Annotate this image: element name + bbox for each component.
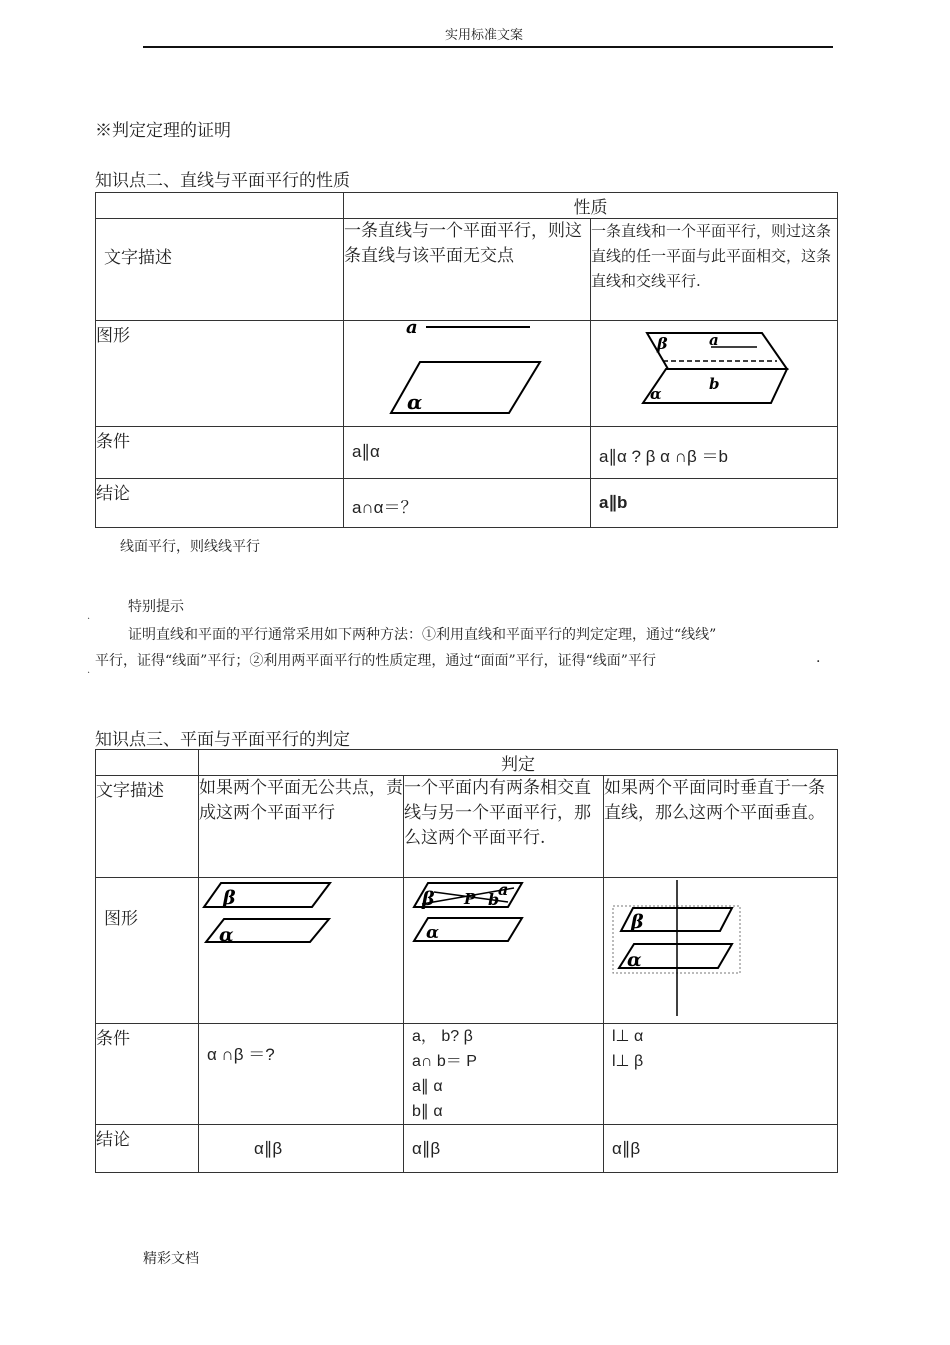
section2-column-header: 性质 [344,193,838,219]
property-condition-1: a∥α [344,427,591,479]
criterion-conclusion-3: α∥β [604,1125,838,1173]
page-footer: 精彩文档 [143,1251,199,1267]
desc-label: 文字描述 [96,776,199,878]
section2-table [95,192,838,528]
plane-beta-label: β [657,334,668,353]
section3-column-header: 判定 [199,750,838,776]
criterion-desc-1: 如果两个平面无公共点，责成这两个平面平行 [199,776,404,878]
property-condition-2: a∥α ? β α ∩β ＝b [591,427,838,479]
desc-label: 文字描述 [96,219,344,321]
line-parallel-plane-diagram [344,321,591,421]
parallel-planes-diagram [199,878,404,1018]
section3-table [95,749,838,1173]
criterion-conclusion-1: α∥β [199,1125,404,1173]
line-a-label: a [498,880,509,899]
plane-beta-label: β [223,887,236,909]
criterion-conclusion-2: α∥β [404,1125,604,1173]
perpendicular-planes-diagram [604,878,838,1018]
criterion-condition-3: l⊥ α l⊥ β [604,1024,838,1125]
section3-heading: 知识点三、平面与平面平行的判定 [95,730,350,750]
note-line: 线面平行，则线线平行 [120,539,260,555]
page-header: 实用标准文案 [444,28,523,43]
criterion-condition-1: α ∩β ＝? [199,1024,404,1125]
criterion-condition-2: a， b? β a∩ b＝ P a∥ α b∥ α [404,1024,604,1125]
bullet-dot: · [87,614,91,625]
plane-alpha-label: α [627,949,642,971]
line-b-label: b [488,890,500,909]
figure-parallel-planes [199,878,404,1024]
header-divider [143,46,833,48]
plane-alpha-label: α [407,390,423,414]
line-a-label: a [406,321,418,338]
plane-alpha-label: α [219,924,234,946]
property-conclusion-1: a∩α＝？ [344,479,591,528]
figure-line-plane [344,321,591,427]
condition-label: 条件 [96,1024,199,1125]
bullet-dot: · [87,668,91,679]
figure-label: 图形 [96,321,344,427]
figure-label: 图形 [96,878,199,1024]
section2-heading: 知识点二、直线与平面平行的性质 [95,171,350,191]
proof-note: ※判定定理的证明 [95,121,231,141]
figure-perpendicular-line [604,878,838,1024]
plane-alpha-label: α [426,923,440,943]
property-conclusion-2: a∥b [591,479,838,528]
tip-line-2-end: . [816,650,821,666]
tip-line-2: 平行，证得“线面”平行；②利用两平面平行的性质定理，通过“面面”平行，证得“线面”平行 [95,653,656,669]
figure-intersecting-lines [404,878,604,1024]
tip-line-1: 证明直线和平面的平行通常采用如下两种方法：①利用直线和平面平行的判定定理，通过“线线” [128,627,717,643]
tip-title: 特别提示 [128,599,184,615]
conclusion-label: 结论 [96,479,344,528]
intersecting-lines-diagram [404,878,604,1018]
plane-beta-label: β [631,911,644,933]
line-b-label: b [709,375,720,393]
conclusion-label: 结论 [96,1125,199,1173]
line-a-label: a [709,331,719,349]
point-p-label: P [464,890,476,908]
condition-label: 条件 [96,427,344,479]
plane-alpha-label: α [650,385,662,403]
figure-two-planes [591,321,838,427]
property-desc-2: 一条直线和一个平面平行，则过这条直线的任一平面与此平面相交，这条直线和交线平行. [591,219,838,321]
criterion-desc-3: 如果两个平面同时垂直于一条直线，那么这两个平面垂直。 [604,776,838,878]
property-desc-1: 一条直线与一个平面平行，则这条直线与该平面无交点 [344,219,591,321]
criterion-desc-2: 一个平面内有两条相交直线与另一个平面平行，那么这两个平面平行. [404,776,604,878]
plane-beta-label: β [422,888,435,910]
plane-intersection-diagram [591,321,838,421]
